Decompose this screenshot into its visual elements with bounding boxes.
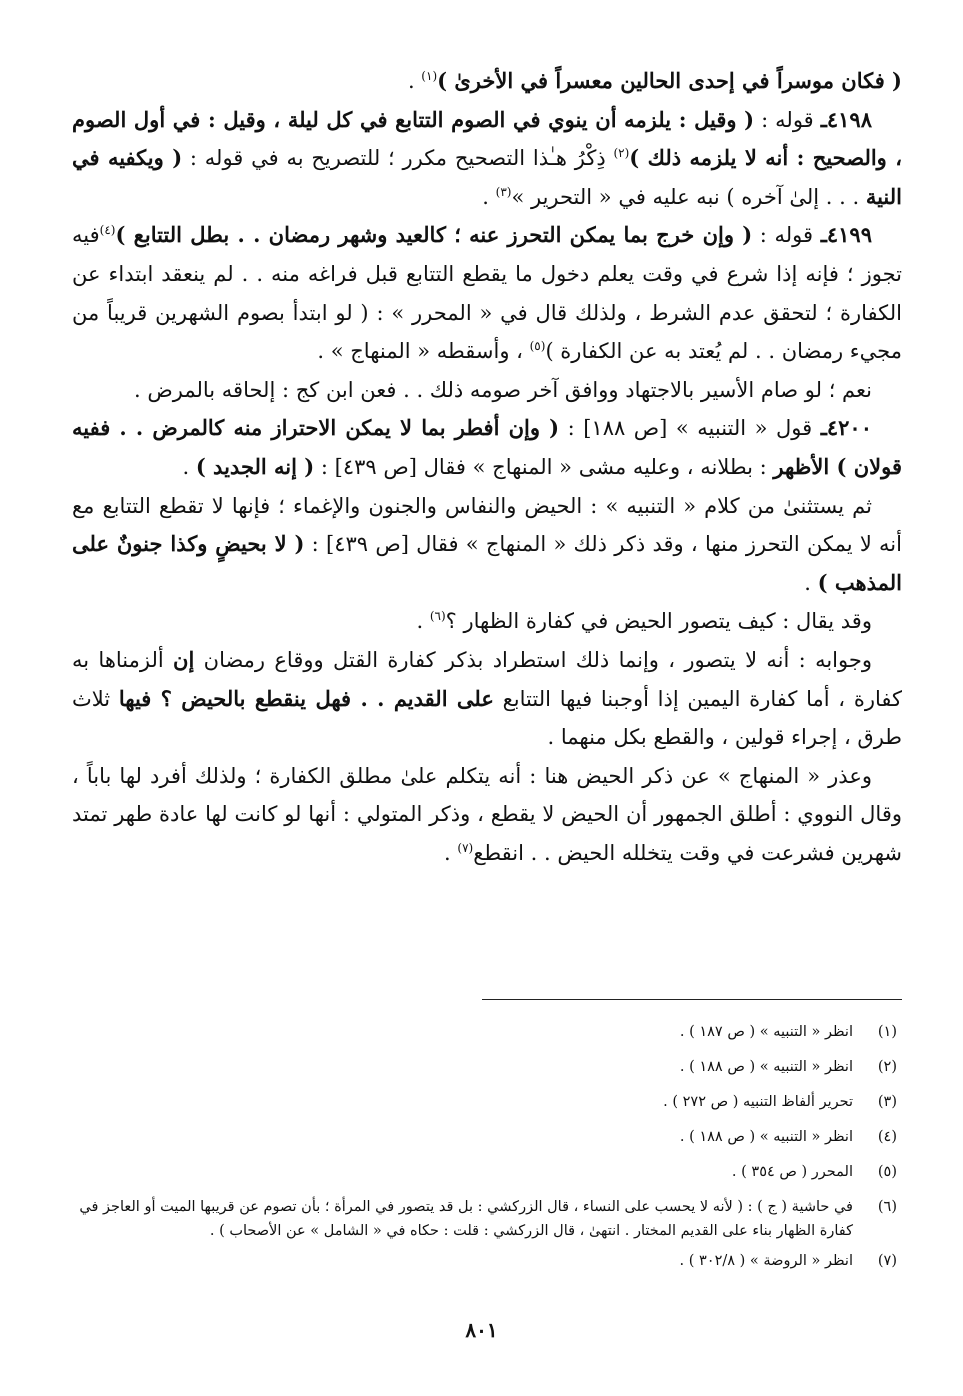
footnote-7 [72, 1249, 897, 1274]
footnote-number: (٧) [877, 1253, 897, 1269]
footnote-ref-1[interactable]: (١) [421, 69, 438, 83]
footnote-text: المحرر ( ص ٣٥٤ ) . [731, 1164, 853, 1180]
quoted-text: ( وقيل : يلزمه أن ينوي في الصوم التتابع في كل ليلة ، وقيل : في أول الصوم ، والصحيح : أنه لا يلزمه ذلك ) [72, 106, 903, 171]
footnote-5 [72, 1160, 897, 1185]
footnote-ref-4[interactable]: (٤) [99, 223, 116, 238]
footnote-text: انظر « التنبيه » ( ص ١٨٨ ) . [679, 1129, 853, 1145]
footnote-text: تحرير ألفاظ التنبيه ( ص ٢٧٢ ) . [663, 1094, 853, 1110]
footnote-text: انظر « التنبيه » ( ص ١٨٧ ) . [679, 1024, 853, 1040]
paragraph-naam: نعم ؛ لو صام الأسير بالاجتهاد ووافق آخر صومه ذلك . . فعن ابن كج : إلحاقه بالمرض . [134, 377, 872, 402]
footnote-text: في حاشية ( ج ) : ( لأنه لا يحسب على النساء ، قال الزركشي : بل قد يتصور في المرأة ؛ بأن تصوم عن قريبها الميت أو العاجز في كفارة الظهار بناء على القديم المختار . انتهىٰ ، قال الزركشي : قلت : حكاه في « الشامل » عن الأصحاب ) . [79, 1199, 853, 1239]
footnote-number: (٥) [877, 1164, 897, 1180]
page-number: ٨٠١ [465, 1318, 498, 1342]
issue-number-4200: ٤٢٠٠ـ [820, 415, 872, 441]
footnote-number: (٤) [877, 1129, 897, 1145]
main-text [72, 62, 902, 872]
quoted-text: ( وإن أفطر بما لا يمكن الاحتراز منه كالمرض . . ففيه قولان ) الأظهر [72, 415, 902, 479]
footnote-1 [72, 1020, 897, 1045]
footnote-divider [482, 999, 902, 1000]
footnote-4 [72, 1125, 897, 1150]
paragraph-4198: ٤١٩٨ـ قوله : ( وقيل : يلزمه أن ينوي في الصوم التتابع في كل ليلة ، وقيل : في أول الصوم ، والصحيح : أنه لا يلزمه ذلك )$^{(٢)}$ ذِكْرُ هـٰذا التصحيح مكرر ؛ للتصريح به في قوله : ( ويكفيه في النية . . . إلىٰ آخره ) نبه عليه في « التحرير »$^{(٣)}$ . [72, 106, 903, 209]
footnote-number: (٣) [877, 1094, 897, 1110]
footnote-ref-7[interactable]: (٧) [457, 840, 474, 855]
footnote-number: (١) [877, 1024, 897, 1040]
footnote-6 [72, 1195, 897, 1243]
paragraph-4200: ٤٢٠٠ـ قول « التنبيه » [ص ١٨٨] : ( وإن أفطر بما لا يمكن الاحتراز منه كالمرض . . ففيه قولان ) الأظهر : بطلانه ، وعليه مشى « المنهاج » فقال [ص ٤٣٩] : ( إنه الجديد ) . [72, 415, 902, 479]
footnote-ref-5[interactable]: (٥) [529, 339, 546, 354]
footnote-text: انظر « الروضة » ( ٣٠٢/٨ ) . [679, 1253, 853, 1269]
paragraph-4199: ٤١٩٩ـ قوله : ( وإن خرج بما يمكن التحرز عنه ؛ كالعيد وشهر رمضان . . بطل التتابع )$^{(٤)}$فيه تجوز ؛ فإنه إذا شرع في وقت يعلم دخول ما يقطع التتابع قبل فراغه منه . . لم ينعقد ابتداء عن الكفارة ؛ لتحقق عدم الشرط ، ولذلك قال في « المحرر » : ( لو ابتدأ بصوم الشهرين قريباً من مجيء رمضان . . لم يُعتد به عن الكفارة )$^{(٥)}$ ، وأسقطه « المنهاج » . [72, 222, 902, 364]
footnote-number: (٢) [877, 1059, 897, 1075]
quoted-text: ( لا بحيضٍ وكذا جنونٌ على المذهب ) [72, 531, 902, 595]
footnote-ref-6[interactable]: (٦) [429, 609, 446, 624]
paragraph-question: وقد يقال : كيف يتصور الحيض في كفارة الظهار ؟$^{(٦)}$ . [416, 609, 872, 634]
issue-number-4198: ٤١٩٨ـ [820, 106, 872, 132]
quoted-text: ( وإن خرج بما يمكن التحرز عنه ؛ كالعيد وشهر رمضان . . بطل التتابع ) [115, 222, 753, 248]
footnote-text: انظر « التنبيه » ( ص ١٨٨ ) . [679, 1059, 853, 1075]
footnote-2 [72, 1055, 897, 1080]
footnote-number: (٦) [877, 1199, 897, 1215]
paragraph-answer: وجوابه : أنه لا يتصور ، وإنما ذلك استطراد بذكر كفارة القتل ووقاع رمضان إن ألزمناها به كفارة ، أما كفارة اليمين إذا أوجبنا فيها التتابع على القديم . . فهل ينقطع بالحيض ؟ فيها ثلاث طرق ، إجراء قولين ، والقطع بكل منهما . [72, 646, 902, 750]
footnote-ref-3[interactable]: (٣) [495, 184, 512, 199]
paragraph-excuse: وعذر « المنهاج » عن ذكر الحيض هنا : أنه يتكلم علىٰ مطلق الكفارة ؛ ولذلك أفرد لها باباً ، وقال النووي : أطلق الجمهور أن الحيض لا يقطع ، وذكر المتولي : أنها لو كانت لها عادة طهر تمتد شهرين فشرعت في وقت يتخلله الحيض . . انقطع$^{(٧)}$ . [72, 763, 902, 865]
paragraph-exception: ثم يستثنىٰ من كلام « التنبيه » : الحيض والنفاس والجنون والإغماء ؛ فإنها لا تقطع التتابع مع أنه لا يمكن التحرز منها ، وقد ذكر ذلك « المنهاج » فقال [ص ٤٣٩] : ( لا بحيضٍ وكذا جنونٌ على المذهب ) . [72, 493, 902, 595]
footnotes [72, 1020, 897, 1284]
footnote-ref-2[interactable]: (٢) [613, 146, 630, 161]
paragraph-1: ( فكان موسراً في إحدى الحالين معسراً في الأخرىٰ )$^{(١)}$ . [407, 68, 902, 93]
footnote-3 [72, 1090, 897, 1115]
issue-number-4199: ٤١٩٩ـ [820, 222, 872, 248]
